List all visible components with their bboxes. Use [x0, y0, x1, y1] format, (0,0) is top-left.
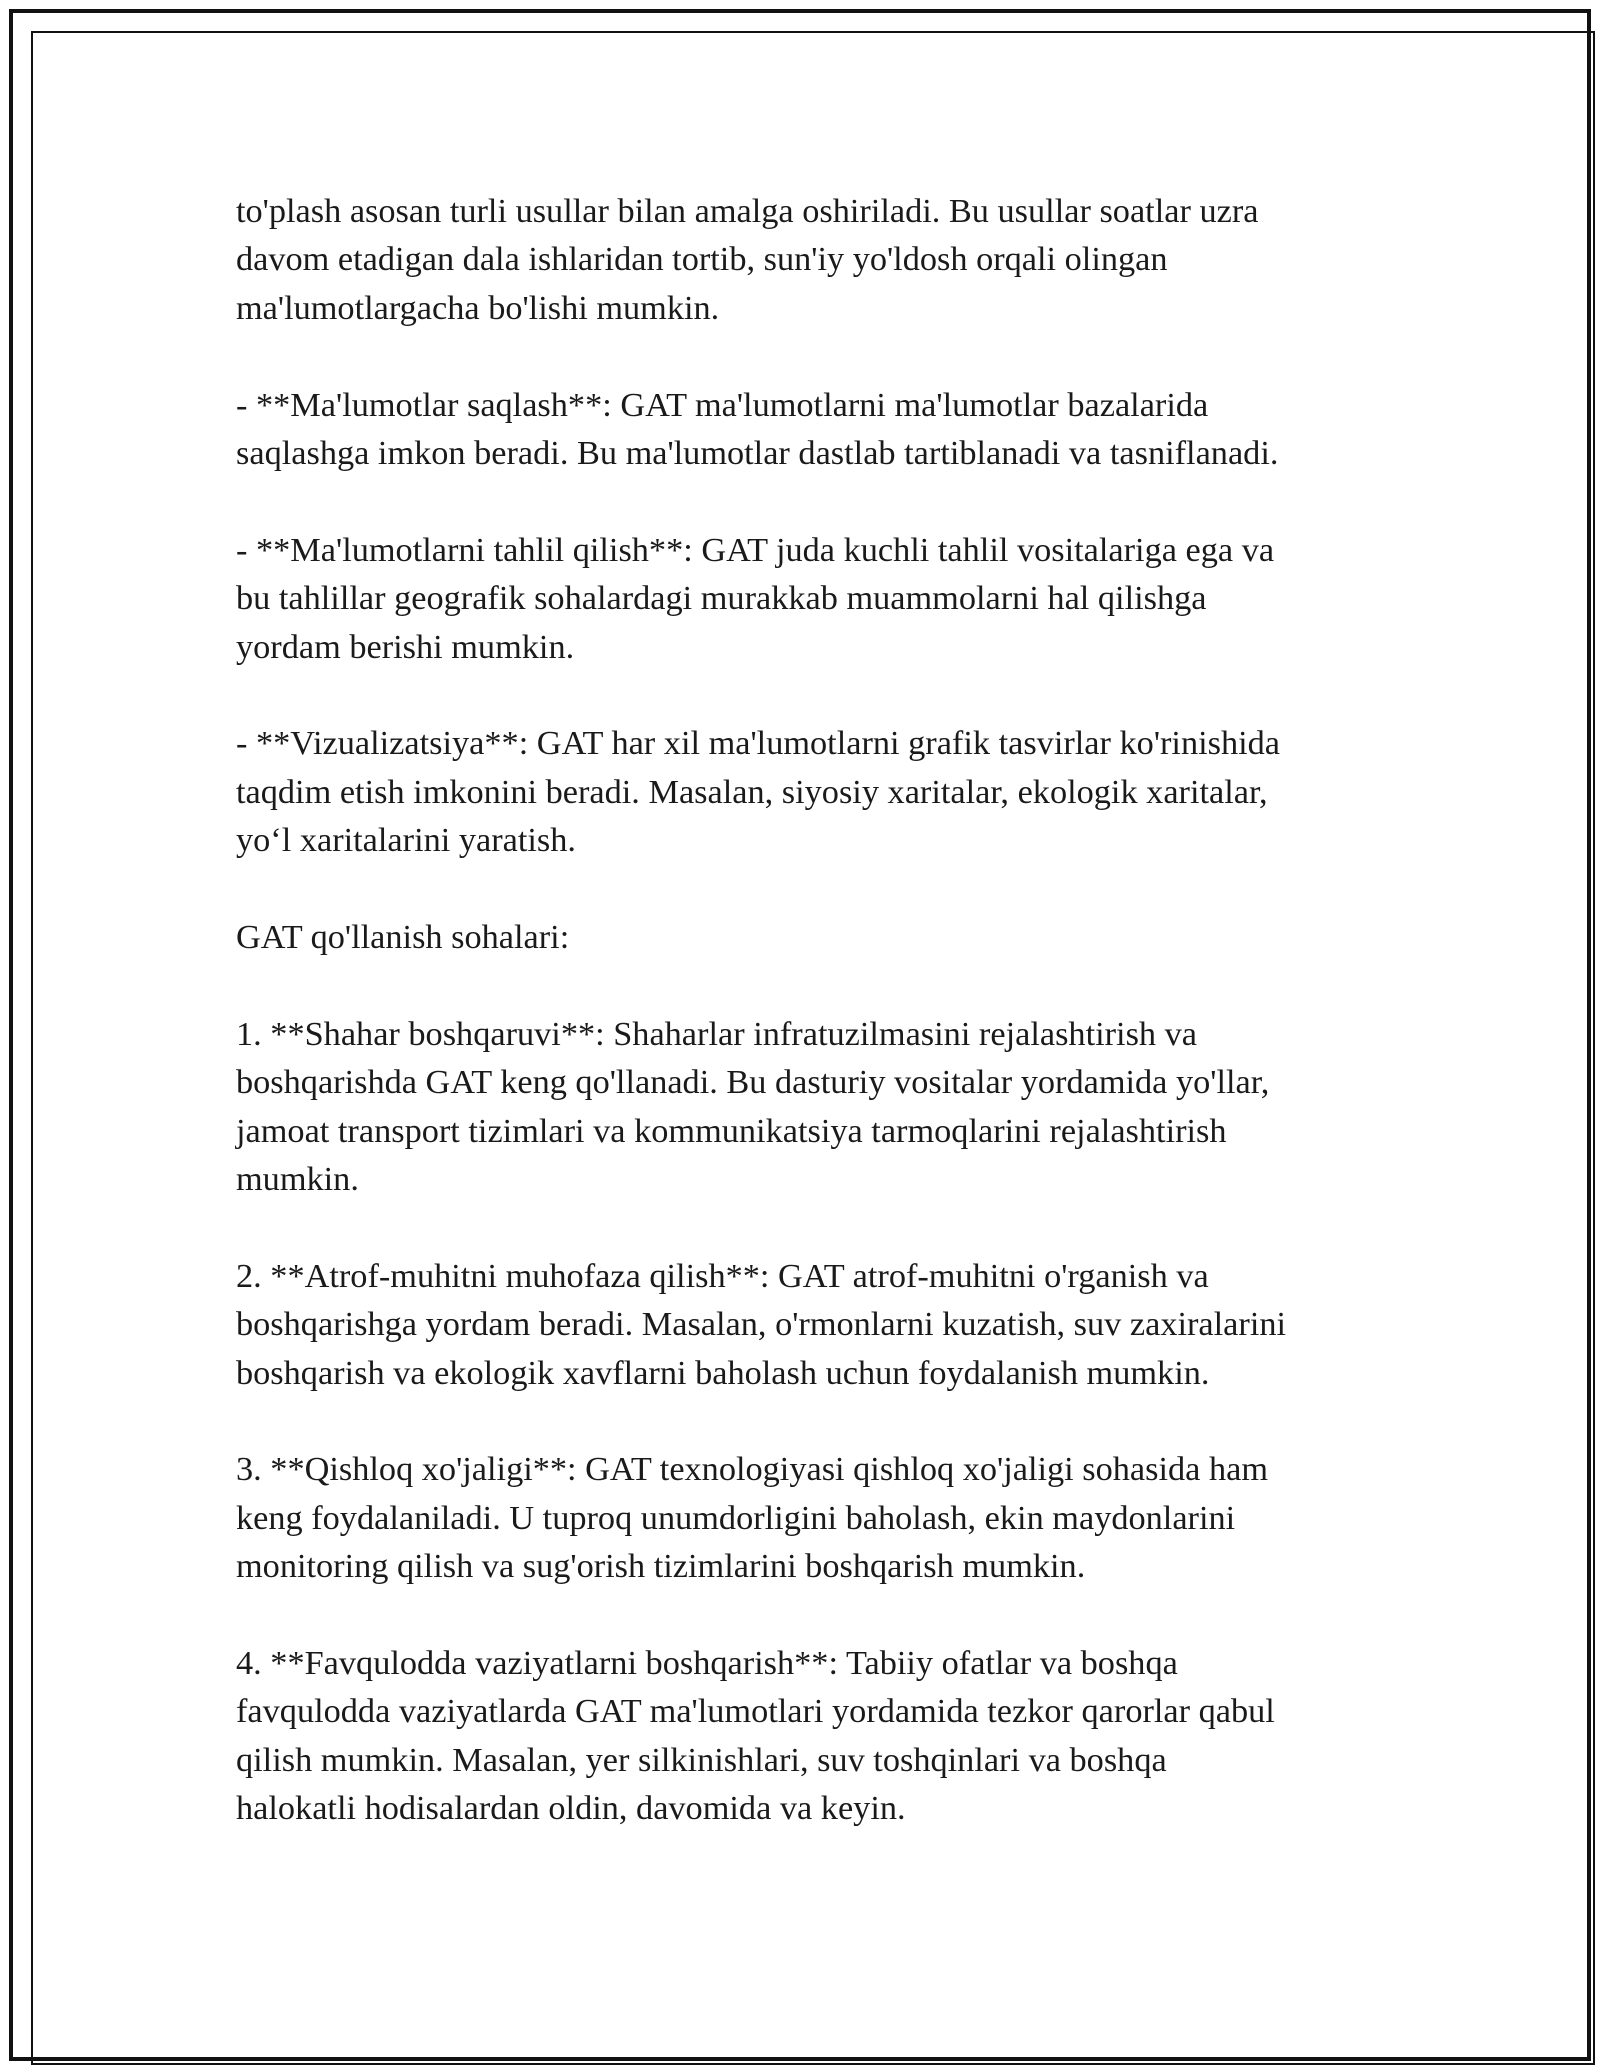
text-line: halokatli hodisalardan oldin, davomida va keyin. [236, 1789, 906, 1828]
paragraph-heading-sohalar [236, 913, 1386, 961]
text-line: 2. **Atrof-muhitni muhofaza qilish**: GAT atrof-muhitni o'rganish va [236, 1256, 1209, 1295]
text-line: saqlashga imkon beradi. Bu ma'lumotlar dastlab tartiblanadi va tasniflanadi. [236, 434, 1279, 473]
text-line: - **Vizualizatsiya**: GAT har xil ma'lumotlarni grafik tasvirlar ko'rinishida [236, 724, 1281, 763]
text-line: keng foydalaniladi. U tuproq unumdorligini baholash, ekin maydonlarini [236, 1498, 1236, 1537]
paragraph-bullet-tahlil [236, 526, 1386, 671]
text-line: 1. **Shahar boshqaruvi**: Shaharlar infratuzilmasini rejalashtirish va [236, 1014, 1198, 1053]
text-line: yordam berishi mumkin. [236, 627, 575, 666]
text-line: GAT qo'llanish sohalari: [236, 918, 570, 957]
paragraph-bullet-vizualizatsiya [236, 719, 1386, 864]
text-line: monitoring qilish va sug'orish tizimlarini boshqarish mumkin. [236, 1547, 1086, 1586]
text-line: 4. **Favqulodda vaziyatlarni boshqarish**: Tabiiy ofatlar va boshqa [236, 1644, 1178, 1683]
paragraph-item-4 [236, 1639, 1386, 1833]
text-line: boshqarishga yordam beradi. Masalan, o'rmonlarni kuzatish, suv zaxiralarini [236, 1305, 1287, 1344]
text-line: boshqarishda GAT keng qo'llanadi. Bu dasturiy vositalar yordamida yo'llar, [236, 1063, 1270, 1102]
paragraph-item-1 [236, 1010, 1386, 1204]
paragraph-item-3 [236, 1445, 1386, 1590]
text-line: boshqarish va ekologik xavflarni baholash uchun foydalanish mumkin. [236, 1353, 1210, 1392]
text-line: 3. **Qishloq xo'jaligi**: GAT texnologiyasi qishloq xo'jaligi sohasida ham [236, 1450, 1269, 1489]
text-line: to'plash asosan turli usullar bilan amalga oshiriladi. Bu usullar soatlar uzra [236, 192, 1259, 230]
paragraph-intro-continuation [236, 187, 1386, 332]
text-line: bu tahlillar geografik sohalardagi murakkab muammolarni hal qilishga [236, 579, 1207, 618]
text-line: favqulodda vaziyatlarda GAT ma'lumotlari yordamida tezkor qarorlar qabul [236, 1692, 1275, 1731]
text-line: jamoat transport tizimlari va kommunikatsiya tarmoqlarini rejalashtirish [236, 1111, 1227, 1150]
paragraph-bullet-saqlash [236, 381, 1386, 478]
text-line: ma'lumotlargacha bo'lishi mumkin. [236, 288, 720, 327]
text-line: yo‘l xaritalarini yaratish. [236, 821, 576, 860]
text-line: qilish mumkin. Masalan, yer silkinishlari, suv toshqinlari va boshqa [236, 1740, 1167, 1779]
text-line: - **Ma'lumotlarni tahlil qilish**: GAT juda kuchli tahlil vositalariga ega va [236, 530, 1275, 569]
text-line: - **Ma'lumotlar saqlash**: GAT ma'lumotlarni ma'lumotlar bazalarida [236, 385, 1209, 424]
paragraph-item-2 [236, 1252, 1386, 1397]
text-line: mumkin. [236, 1160, 359, 1199]
document-body [236, 187, 1386, 1833]
text-line: davom etadigan dala ishlaridan tortib, sun'iy yo'ldosh orqali olingan [236, 240, 1168, 279]
text-line: taqdim etish imkonini beradi. Masalan, siyosiy xaritalar, ekologik xaritalar, [236, 772, 1268, 811]
